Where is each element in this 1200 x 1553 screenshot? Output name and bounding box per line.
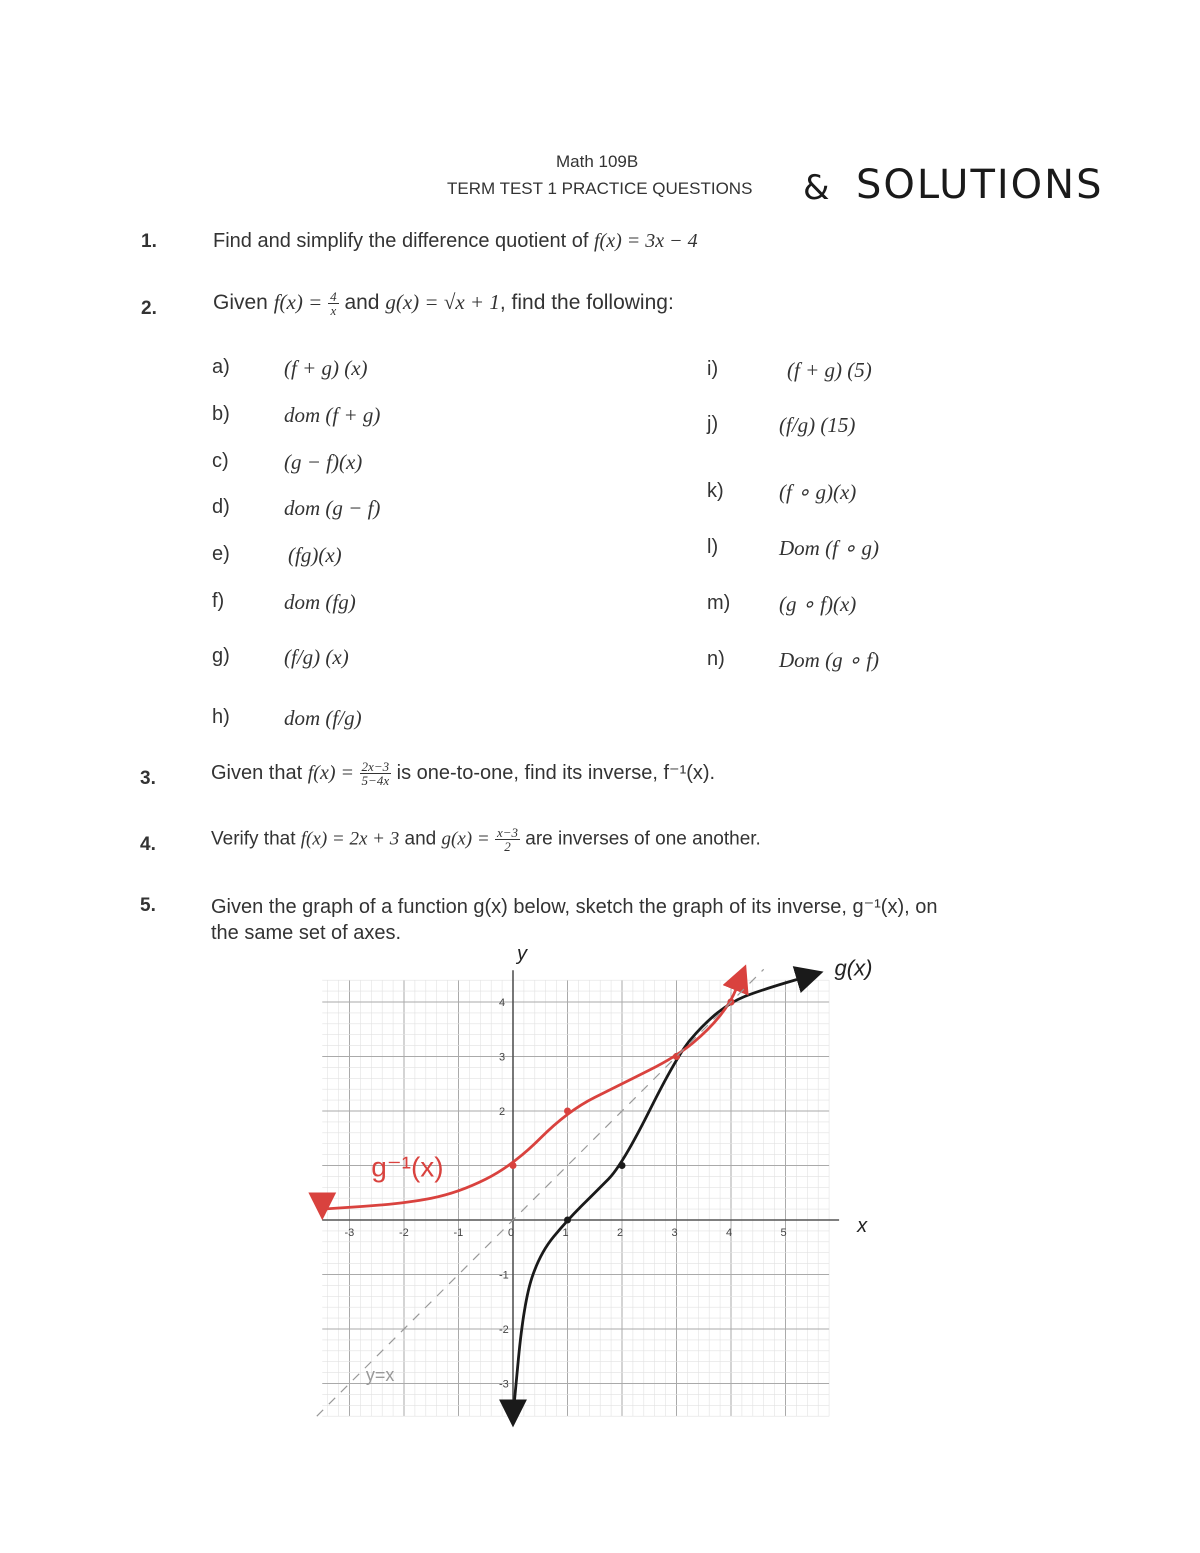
question-4-f-expression: f(x) = 2x + 3: [300, 828, 400, 850]
fraction-denominator: x: [330, 303, 337, 318]
question-2-number: 2.: [141, 298, 157, 319]
question-1-expression: f(x) = 3x − 4: [593, 230, 698, 252]
question-3-number: 3.: [140, 768, 156, 789]
question-3-fraction: [360, 760, 392, 787]
data-point: [619, 1162, 626, 1169]
item-label: k): [707, 480, 724, 502]
question-1-number: 1.: [141, 231, 157, 252]
x-tick-label: 4: [726, 1227, 733, 1239]
question-4-tail: are inverses of one another.: [525, 828, 761, 850]
ampersand-mark: &: [803, 168, 832, 208]
item-label: b): [212, 403, 230, 425]
course-title: Math 109B: [556, 152, 639, 171]
identity-line: [317, 969, 764, 1416]
question-2-and: and: [344, 291, 380, 315]
x-tick-label: 1: [562, 1227, 569, 1239]
item-expression: (f ∘ g)(x): [779, 480, 857, 504]
fraction-numerator: x−3: [496, 825, 518, 840]
item-expression: dom (g − f): [284, 496, 381, 520]
list-item: [707, 536, 1007, 559]
question-1-prompt: Find and simplify the difference quotient of: [213, 230, 589, 252]
list-item: [212, 645, 612, 668]
list-item: [707, 592, 1007, 615]
item-label: i): [707, 358, 719, 380]
x-axis-label: x: [857, 1215, 868, 1237]
function-graph: [300, 940, 900, 1430]
question-5-number: 5.: [140, 895, 156, 916]
function-label: g(x): [834, 955, 873, 981]
question-4-g-lhs: g(x) =: [441, 828, 490, 850]
question-4-number: 4.: [140, 834, 156, 855]
item-label: m): [707, 592, 731, 614]
question-1-text: [213, 230, 698, 253]
question-2-f-lhs: f(x) =: [273, 290, 323, 315]
list-item: [212, 590, 612, 613]
item-expression: (f/g) (x): [284, 645, 349, 669]
y-axis-label: y: [517, 943, 527, 966]
item-label: a): [212, 356, 230, 378]
question-2-text: [213, 290, 674, 317]
item-expression: Dom (f ∘ g): [779, 536, 880, 560]
question-5-line-1: Given the graph of a function g(x) below, sketch the graph of its inverse, g⁻¹(x), on: [211, 896, 938, 918]
y-tick-label: -2: [499, 1324, 509, 1336]
grid: [322, 980, 829, 1416]
question-3-given: Given that: [211, 762, 303, 784]
solutions-heading: SOLUTIONS: [856, 162, 1104, 208]
list-item: [707, 413, 1007, 436]
question-2-tail: , find the following:: [499, 291, 674, 315]
question-2-g-expression: g(x) = √x + 1: [385, 290, 500, 315]
item-label: g): [212, 645, 230, 667]
list-item: [707, 480, 1007, 503]
question-4-fraction: [495, 826, 520, 853]
item-expression: dom (f/g): [284, 706, 362, 730]
list-item: [212, 496, 612, 519]
question-3-tail: is one-to-one, find its inverse, f⁻¹(x).: [396, 762, 716, 784]
list-item: [212, 450, 612, 473]
data-point: [510, 1162, 517, 1169]
data-point: [564, 1108, 571, 1115]
list-item: [707, 358, 1007, 381]
question-3-f-lhs: f(x) =: [307, 762, 354, 784]
item-expression: (f + g) (x): [284, 356, 368, 380]
item-expression: dom (fg): [284, 590, 356, 614]
question-4-and: and: [404, 828, 437, 850]
list-item: [707, 648, 1007, 671]
question-4-pre: Verify that: [211, 828, 296, 850]
y-tick-label: 2: [499, 1106, 506, 1118]
item-label: e): [212, 543, 230, 565]
fraction-denominator: 2: [504, 839, 511, 854]
x-tick-label: -2: [399, 1227, 409, 1239]
question-4-text: [211, 826, 761, 853]
item-label: l): [707, 536, 719, 558]
x-tick-label: 0: [508, 1227, 515, 1239]
x-tick-label: 5: [780, 1227, 787, 1239]
item-expression: (g ∘ f)(x): [779, 592, 857, 616]
question-2-given: Given: [213, 291, 268, 315]
list-item: [212, 706, 612, 729]
question-2-f-fraction: [328, 290, 339, 317]
fraction-numerator: 2x−3: [361, 759, 390, 775]
item-label: h): [212, 706, 230, 728]
item-expression: (f + g) (5): [787, 358, 872, 382]
x-tick-label: 3: [671, 1227, 678, 1239]
list-item: [212, 356, 612, 379]
x-tick-label: -3: [344, 1227, 355, 1239]
y-tick-label: 3: [499, 1051, 506, 1064]
inverse-label: g⁻¹(x): [371, 1151, 444, 1183]
item-expression: (g − f)(x): [284, 450, 363, 474]
test-title: TERM TEST 1 PRACTICE QUESTIONS: [447, 179, 753, 198]
item-expression: Dom (g ∘ f): [779, 648, 880, 672]
item-label: f): [212, 590, 225, 612]
item-expression: (fg)(x): [288, 543, 342, 567]
x-tick-label: -1: [453, 1227, 464, 1239]
y-tick-label: -1: [499, 1269, 509, 1282]
y-tick-label: -3: [499, 1378, 509, 1391]
identity-label: y=x: [365, 1364, 395, 1385]
item-label: c): [212, 450, 229, 472]
item-expression: (f/g) (15): [779, 413, 856, 437]
fraction-numerator: 4: [330, 289, 337, 304]
item-label: d): [212, 496, 230, 518]
question-3-text: [211, 760, 715, 787]
fraction-denominator: 5−4x: [361, 773, 390, 789]
function-curve: [513, 975, 813, 1416]
data-point: [564, 1217, 571, 1224]
list-item: [212, 543, 612, 566]
item-label: n): [707, 648, 725, 670]
question-5-line-2: the same set of axes.: [211, 922, 402, 944]
series: [317, 969, 813, 1416]
item-label: j): [707, 413, 719, 435]
item-expression: dom (f + g): [284, 403, 381, 427]
x-tick-label: 2: [617, 1227, 624, 1239]
list-item: [212, 403, 612, 426]
y-tick-label: 4: [499, 997, 506, 1009]
